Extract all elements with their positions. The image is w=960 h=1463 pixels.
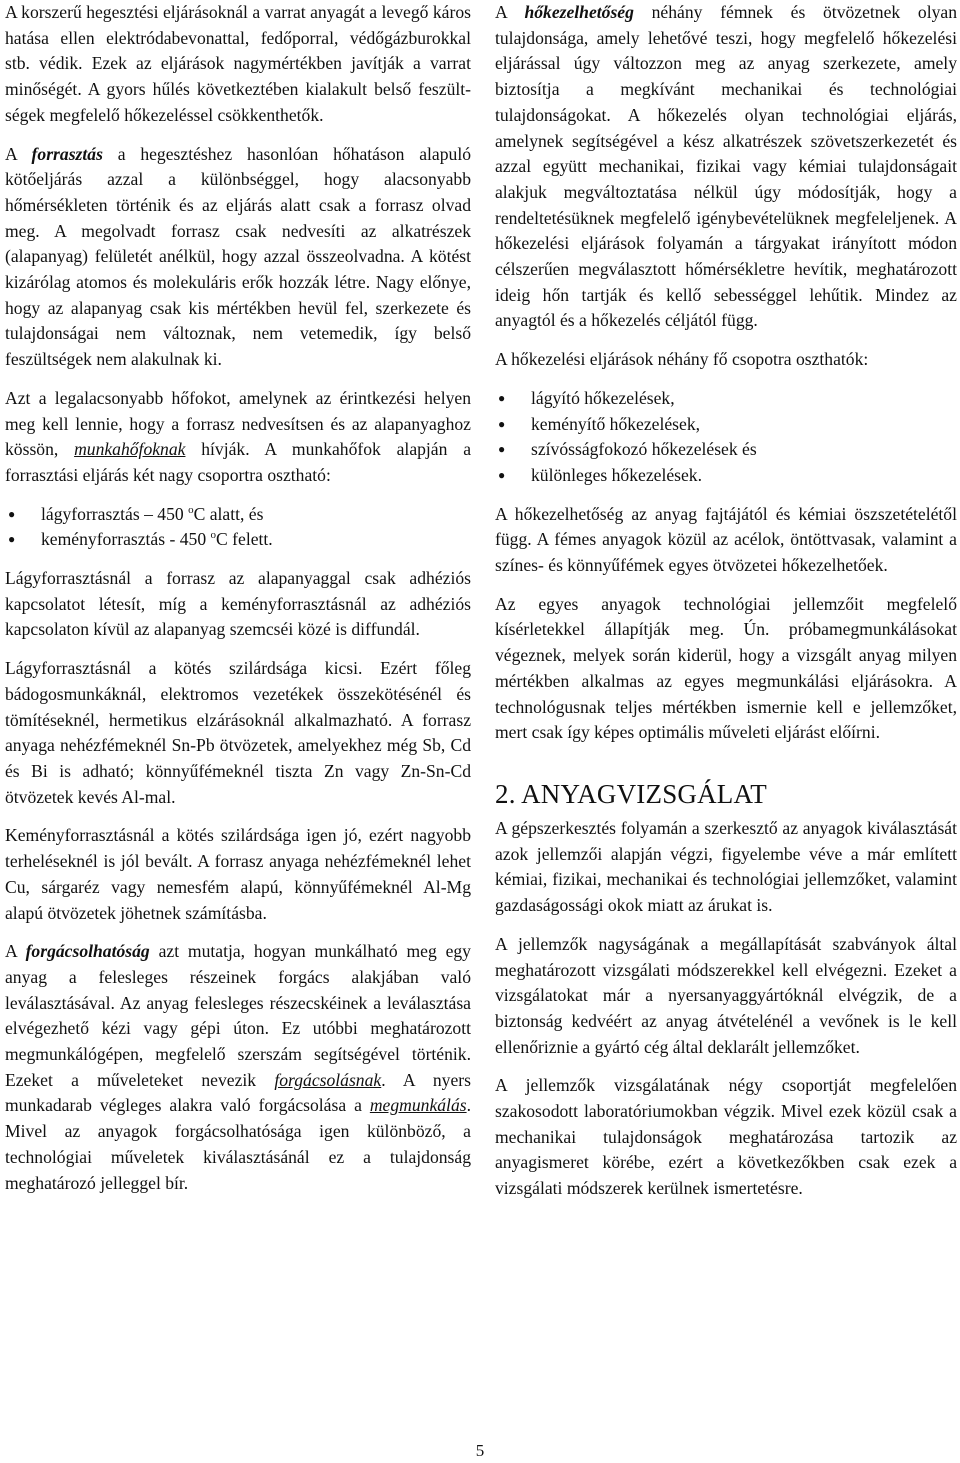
paragraph-soft-soldering-strength: Lágyforrasztásnál a kötés szilárdsága kicsi. Ezért főleg bádogosmunkáknál, elektromos vezetékek összekötésénél és tömítéseknél, hermetikus elzárásoknál alkalmazható. A forrasz anyaga nehézfémeknél Sn-Pb ötvözetek, amelyekhez még Sb, Cd és Bi is adható; könnyűfémeknél tiszta Zn vagy Zn-Sn-Cd ötvözetek kevés Al-mal. xyxy=(5,658,471,807)
soldering-types-list xyxy=(5,502,471,553)
paragraph-machinability xyxy=(5,939,471,1196)
text-run: . A nyers munkadarab végleges alakra való forgácsolása a xyxy=(5,1069,471,1116)
term-forgacsolhatosag: forgácsolhatóság xyxy=(25,941,150,962)
term-munkahofok: munkahőfoknak xyxy=(74,439,186,460)
list-item-text: C felett. xyxy=(216,529,273,550)
paragraph-laboratory-tests: A jellemzők vizsgálatának négy csoportját megfelelően szakosodott laboratóriumokban végzik. Mivel ezek közül csak a mechanikai tulajdonságok meghatározása tartozik az anyagismeret körébe, ezért a következőkben csak ezek a vizsgálati módszerek kerülnek ismertetésre. xyxy=(495,1075,957,1199)
page-number: 5 xyxy=(475,1441,485,1460)
list-item-text: lágyforrasztás – 450 xyxy=(41,503,189,524)
text-run: azt mutatja, hogyan munkálható meg egy anyag a felesleges részeinek forgács alakjában való leválasztásával. Az anyag felesleges részecskéinek a leválasztása elvégezhető kézi vagy gépi úton. Ez utóbbi meghatározott megmunkálógépen, megfelelő szerszám segítségével történik. Ezeket a műveleteket nevezik xyxy=(5,941,471,1090)
paragraph-welding-protection: A korszerű hegesztési eljárásoknál a varrat anyagát a levegő káros hatása ellen elektródabevonattal, fedőporral, védőgázburokkal stb. védik. Ezek az eljárások nagymértékben javítják a varrat minőségét. A gyors hűlés következtében kialakult belső feszültségek megfelelő hőkezeléssel csökkenthetők. xyxy=(5,2,471,125)
term-forgacsolas: forgácsolásnak xyxy=(274,1069,382,1090)
text-run: néhány fémnek és ötvözetnek olyan tulajdonsága, amely lehetővé teszi, hogy megfelelő hőkezelési eljárással úgy változzon meg az anyag szerkezete, amely biztosítja a megkívánt mechanikai és technológiai tulajdonságokat. A hőkezelés olyan technológiai eljárás, amelynek segítségével a kész alkatrészek szövetszerkezetét és azzal együtt mechanikai, fizikai vagy kémiai tulajdonságait alakjuk megváltoztatása nélkül úgy módosítják, hogy a rendeltetésüknek megfelelő igénybevételüknek megfeleljenek. A hőkezelési eljárások folyamán a tárgyakat irányított módon célszerűen megválasztott hőmérsékletre hevítik, meghatározott ideig hőn tartják és kellő sebességgel lehűtik. Mindez az anyagtól és a hőkezelés céljától függ. xyxy=(495,2,957,331)
term-megmunkalas: megmunkálás xyxy=(369,1095,467,1116)
paragraph-technological-properties: Az egyes anyagok technológiai jellemzőit megfelelő kísérletekkel állapítják meg. Ún. próbamegmunkálásokat végeznek, melyek során kiderül, hogy a vizsgált anyag milyen mértékben alkalmas az egyes megmunkálási eljárásokra. A technológusnak teljes mértékben ismernie kell e jellemzőket, mert csak így képes optimális műveleti eljárást előírni. xyxy=(495,593,957,743)
text-run: A xyxy=(495,2,525,22)
section-heading: 2. ANYAGVIZSGÁLAT xyxy=(495,778,767,809)
text-run: a hegesztéshez hasonlóan hőhatáson alapuló kötőeljárás azzal a különbséggel, hogy alacsonyabb hőmérsékleten történik és az eljárás alatt csak a forrasz olvad meg. A megolvadt forrasz csak nedvesíti az alkatrészek (alapanyag) felületét anélkül, hogy azzal összeolvadna. A kötést kizárólag atomos és molekuláris erők hozzák létre. Nagy előnye, hogy az alapanyag csak kis mértékben hevül fel, szerkezete és tulajdonságai nem változnak, nem vetemedik, így belső feszültségek nem alakulnak ki. xyxy=(5,143,472,370)
paragraph-hard-soldering-strength: Keményforrasztásnál a kötés szilárdsága igen jó, ezért nagyobb terheléseknél is jól bevált. A forrasz anyaga nehézfémeknél lehet Cu, sárgaréz vagy nemesfém alapú, könnyűfémeknél Al-Mg alapú ötvözetek jöhetnek számításba. xyxy=(5,825,471,923)
list-item: ● különleges hőkezelések. xyxy=(495,463,957,489)
list-item-hard-soldering xyxy=(5,527,471,553)
term-forrasztas: forrasztás xyxy=(31,143,103,164)
list-item: ● lágyító hőkezelések, xyxy=(495,386,957,412)
term-hokezelhetoseg: hőkezelhetőség xyxy=(524,2,634,22)
paragraph-heat-treatment-groups: A hőkezelési eljárások néhány fő csopotra oszthatók: xyxy=(495,349,869,370)
paragraph-heat-treatability xyxy=(495,0,957,334)
degree-superscript: o xyxy=(188,503,194,516)
text-run: A xyxy=(5,941,26,962)
degree-superscript: o xyxy=(210,529,217,542)
text-run: A xyxy=(5,143,32,164)
text-run: . Mivel az anyagok forgácsolhatósága igen különböző, a technológiai műveletek kiválasztásánál ez a tulajdonság meghatározó jelleggel bír. xyxy=(5,1095,471,1193)
text-run: hívják. A munkahőfok alapján a forrasztási eljárás két nagy csoportra osztható: xyxy=(5,439,471,485)
paragraph-standard-tests: A jellemzők nagyságának a megállapítását szabványok által meghatározott vizsgálati módszerekkel kell elvégezni. Ezeket a vizsgálatokat már a nyersanyaggyártóknál elvégzik, de a biztonság kedvéért az anyag átvételénél a vevőnek is le kell ellenőriznie a gyártó cég által deklarált jellemzőket. xyxy=(495,933,957,1057)
paragraph-material-selection: A gépszerkesztés folyamán a szerkesztő az anyagok kiválasztását azok jellemzői alapján végzi, figyelembe véve a már említett kémiai, fizikai, mechanikai és technológiai jellemzőket, valamint gazdaságossági okok miatt az árukat is. xyxy=(495,817,957,916)
paragraph-working-temperature xyxy=(5,386,471,489)
right-column xyxy=(495,0,957,1215)
list-item-text: C alatt, és xyxy=(193,503,264,524)
paragraph-soldering xyxy=(5,142,471,373)
paragraph-adhesion: Lágyforrasztásnál a forrasz az alapanyaggal csak adhéziós kapcsolatot létesít, míg a keményforrasztásnál az adhéziós kapcsolaton kívül az alapanyag szemcséi közé is diffundál. xyxy=(5,568,471,640)
list-item: ● szívósságfokozó hőkezelések és xyxy=(495,437,957,463)
list-item-soft-soldering xyxy=(5,502,471,528)
list-item: ● keményítő hőkezelések, xyxy=(495,412,957,438)
left-column xyxy=(5,0,471,1209)
list-item-text: keményforrasztás - 450 xyxy=(41,529,211,550)
text-run: Azt a legalacsonyabb hőfokot, amelynek az érintkezési helyen meg kell lennie, hogy a forrasz nedvesítsen és az alapanyaghoz kössön, xyxy=(5,387,471,460)
heat-treatment-list xyxy=(495,386,957,489)
paragraph-heat-treatability-dependence: A hőkezelhetőség az anyag fajtájától és kémiai öszszetételétől függ. A fémes anyagok közül az acélok, öntöttvasak, valamint a színes- és könnyűfémek egyes ötvözetei hőkezelhetőek. xyxy=(495,503,957,576)
